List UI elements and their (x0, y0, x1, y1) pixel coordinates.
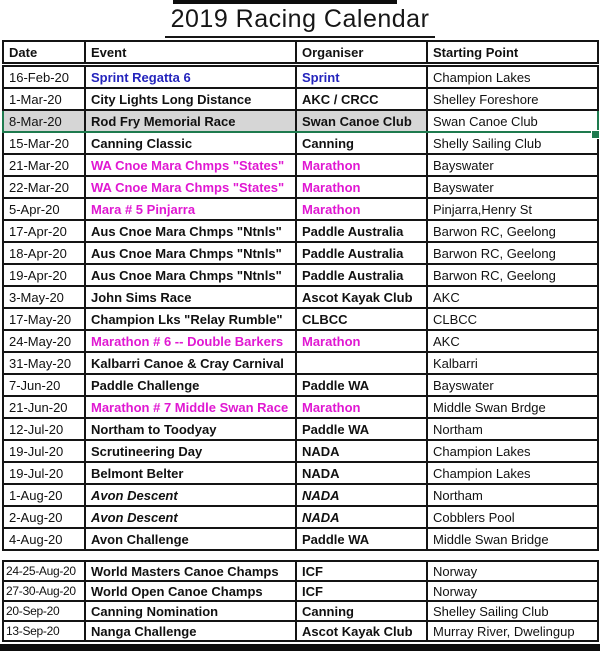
date-cell[interactable]: 12-Jul-20 (3, 418, 85, 440)
event-cell[interactable]: Aus Cnoe Mara Chmps "Ntnls" (85, 242, 296, 264)
starting-point-cell[interactable]: Barwon RC, Geelong (427, 242, 598, 264)
starting-point-cell[interactable]: CLBCC (427, 308, 598, 330)
starting-point-cell[interactable]: Champion Lakes (427, 65, 598, 89)
event-cell[interactable]: Scrutineering Day (85, 440, 296, 462)
event-cell[interactable]: Avon Descent (85, 484, 296, 506)
organiser-cell[interactable]: Paddle WA (296, 374, 427, 396)
event-cell[interactable]: Belmont Belter (85, 462, 296, 484)
table-row (3, 286, 598, 308)
event-cell[interactable]: WA Cnoe Mara Chmps "States" (85, 176, 296, 198)
starting-point-cell[interactable]: Middle Swan Brdge (427, 396, 598, 418)
page-title (0, 5, 600, 38)
organiser-cell[interactable]: Paddle Australia (296, 264, 427, 286)
date-cell[interactable]: 1-Mar-20 (3, 88, 85, 110)
organiser-cell[interactable]: Ascot Kayak Club (296, 286, 427, 308)
starting-point-cell[interactable]: AKC (427, 286, 598, 308)
starting-point-cell[interactable]: Champion Lakes (427, 440, 598, 462)
table-row (3, 561, 598, 581)
bottom-rule (0, 644, 600, 651)
event-cell[interactable]: Avon Challenge (85, 528, 296, 550)
page-title-text: 2019 Racing Calendar (165, 5, 436, 38)
organiser-cell[interactable]: Paddle Australia (296, 220, 427, 242)
starting-point-cell[interactable]: Bayswater (427, 176, 598, 198)
organiser-cell[interactable]: NADA (296, 506, 427, 528)
table-row (3, 242, 598, 264)
starting-point-cell[interactable]: Pinjarra,Henry St (427, 198, 598, 220)
date-cell[interactable]: 13-Sep-20 (3, 621, 85, 641)
table-row (3, 352, 598, 374)
event-cell[interactable]: Paddle Challenge (85, 374, 296, 396)
date-cell[interactable]: 3-May-20 (3, 286, 85, 308)
table-row (3, 440, 598, 462)
header-starting-point: Starting Point (427, 41, 598, 65)
top-rule (173, 0, 397, 4)
event-cell[interactable]: Kalbarri Canoe & Cray Carnival (85, 352, 296, 374)
organiser-cell[interactable]: Marathon (296, 176, 427, 198)
starting-point-cell[interactable]: Barwon RC, Geelong (427, 264, 598, 286)
organiser-cell[interactable]: Marathon (296, 198, 427, 220)
organiser-cell[interactable]: Canning (296, 601, 427, 621)
event-cell[interactable]: WA Cnoe Mara Chmps "States" (85, 154, 296, 176)
starting-point-cell[interactable]: Northam (427, 418, 598, 440)
event-cell[interactable]: World Masters Canoe Champs (85, 561, 296, 581)
table-row (3, 88, 598, 110)
event-cell[interactable]: Aus Cnoe Mara Chmps "Ntnls" (85, 264, 296, 286)
event-cell[interactable]: Rod Fry Memorial Race (85, 110, 296, 132)
table-row (3, 110, 598, 132)
date-cell[interactable]: 17-May-20 (3, 308, 85, 330)
selection-fill-handle[interactable] (591, 130, 600, 139)
date-cell[interactable]: 31-May-20 (3, 352, 85, 374)
organiser-cell[interactable]: Paddle WA (296, 528, 427, 550)
starting-point-cell[interactable]: Northam (427, 484, 598, 506)
organiser-cell[interactable]: AKC / CRCC (296, 88, 427, 110)
table-row (3, 154, 598, 176)
starting-point-cell[interactable]: AKC (427, 330, 598, 352)
date-cell[interactable]: 17-Apr-20 (3, 220, 85, 242)
date-cell[interactable]: 21-Jun-20 (3, 396, 85, 418)
event-cell[interactable]: Avon Descent (85, 506, 296, 528)
starting-point-cell[interactable]: Shelly Sailing Club (427, 132, 598, 154)
date-cell[interactable]: 19-Apr-20 (3, 264, 85, 286)
starting-point-cell[interactable]: Norway (427, 561, 598, 581)
event-cell[interactable]: Champion Lks "Relay Rumble" (85, 308, 296, 330)
table-row (3, 621, 598, 641)
organiser-cell[interactable]: Ascot Kayak Club (296, 621, 427, 641)
table-row (3, 396, 598, 418)
date-cell[interactable]: 16-Feb-20 (3, 65, 85, 89)
date-cell[interactable]: 19-Jul-20 (3, 462, 85, 484)
date-cell[interactable]: 20-Sep-20 (3, 601, 85, 621)
date-cell[interactable]: 15-Mar-20 (3, 132, 85, 154)
organiser-cell[interactable]: Paddle Australia (296, 242, 427, 264)
organiser-cell[interactable]: NADA (296, 440, 427, 462)
event-cell[interactable]: World Open Canoe Champs (85, 581, 296, 601)
event-cell[interactable]: Canning Nomination (85, 601, 296, 621)
event-cell[interactable]: Canning Classic (85, 132, 296, 154)
organiser-cell[interactable]: ICF (296, 561, 427, 581)
organiser-cell[interactable]: ICF (296, 581, 427, 601)
date-cell[interactable]: 8-Mar-20 (3, 110, 85, 132)
organiser-cell[interactable]: Sprint (296, 65, 427, 89)
starting-point-cell[interactable]: Swan Canoe Club (427, 110, 598, 132)
table-row (3, 374, 598, 396)
date-cell[interactable]: 27-30-Aug-20 (3, 581, 85, 601)
starting-point-cell[interactable]: Bayswater (427, 374, 598, 396)
starting-point-cell[interactable]: Cobblers Pool (427, 506, 598, 528)
table-row (3, 581, 598, 601)
date-cell[interactable]: 18-Apr-20 (3, 242, 85, 264)
organiser-cell[interactable]: Marathon (296, 396, 427, 418)
table-row (3, 506, 598, 528)
starting-point-cell[interactable]: Barwon RC, Geelong (427, 220, 598, 242)
date-cell[interactable]: 21-Mar-20 (3, 154, 85, 176)
starting-point-cell[interactable]: Middle Swan Bridge (427, 528, 598, 550)
starting-point-cell[interactable]: Shelley Sailing Club (427, 601, 598, 621)
event-cell[interactable]: City Lights Long Distance (85, 88, 296, 110)
table-row (3, 308, 598, 330)
table-row (3, 601, 598, 621)
organiser-cell[interactable]: NADA (296, 462, 427, 484)
organiser-cell[interactable]: Paddle WA (296, 418, 427, 440)
event-cell[interactable]: Marathon # 6 -- Double Barkers (85, 330, 296, 352)
table-row (3, 418, 598, 440)
event-cell[interactable]: Marathon # 7 Middle Swan Race (85, 396, 296, 418)
event-cell[interactable]: Mara # 5 Pinjarra (85, 198, 296, 220)
date-cell[interactable]: 2-Aug-20 (3, 506, 85, 528)
calendar-table-international (2, 560, 599, 642)
date-cell[interactable]: 7-Jun-20 (3, 374, 85, 396)
starting-point-cell[interactable]: Norway (427, 581, 598, 601)
starting-point-cell[interactable]: Champion Lakes (427, 462, 598, 484)
event-cell[interactable]: Aus Cnoe Mara Chmps "Ntnls" (85, 220, 296, 242)
calendar-table-main (2, 40, 599, 551)
event-cell[interactable]: Sprint Regatta 6 (85, 65, 296, 89)
starting-point-cell[interactable]: Shelley Foreshore (427, 88, 598, 110)
date-cell[interactable]: 24-May-20 (3, 330, 85, 352)
organiser-cell[interactable]: CLBCC (296, 308, 427, 330)
date-cell[interactable]: 22-Mar-20 (3, 176, 85, 198)
organiser-cell[interactable] (296, 352, 427, 374)
starting-point-cell[interactable]: Kalbarri (427, 352, 598, 374)
table-row (3, 132, 598, 154)
organiser-cell[interactable]: Marathon (296, 154, 427, 176)
header-organiser: Organiser (296, 41, 427, 65)
table-row (3, 528, 598, 550)
table-row (3, 330, 598, 352)
date-cell[interactable]: 4-Aug-20 (3, 528, 85, 550)
table-row (3, 198, 598, 220)
starting-point-cell[interactable]: Bayswater (427, 154, 598, 176)
organiser-cell[interactable]: NADA (296, 484, 427, 506)
table-row (3, 264, 598, 286)
table-row (3, 220, 598, 242)
organiser-cell[interactable]: Marathon (296, 330, 427, 352)
organiser-cell[interactable]: Swan Canoe Club (296, 110, 427, 132)
event-cell[interactable]: Nanga Challenge (85, 621, 296, 641)
event-cell[interactable]: Northam to Toodyay (85, 418, 296, 440)
header-event: Event (85, 41, 296, 65)
date-cell[interactable]: 1-Aug-20 (3, 484, 85, 506)
date-cell[interactable]: 24-25-Aug-20 (3, 561, 85, 581)
table-row (3, 484, 598, 506)
header-date: Date (3, 41, 85, 65)
date-cell[interactable]: 5-Apr-20 (3, 198, 85, 220)
date-cell[interactable]: 19-Jul-20 (3, 440, 85, 462)
table-row (3, 176, 598, 198)
starting-point-cell[interactable]: Murray River, Dwelingup (427, 621, 598, 641)
header-row (3, 41, 598, 65)
table-row (3, 462, 598, 484)
table-row (3, 65, 598, 89)
event-cell[interactable]: John Sims Race (85, 286, 296, 308)
organiser-cell[interactable]: Canning (296, 132, 427, 154)
